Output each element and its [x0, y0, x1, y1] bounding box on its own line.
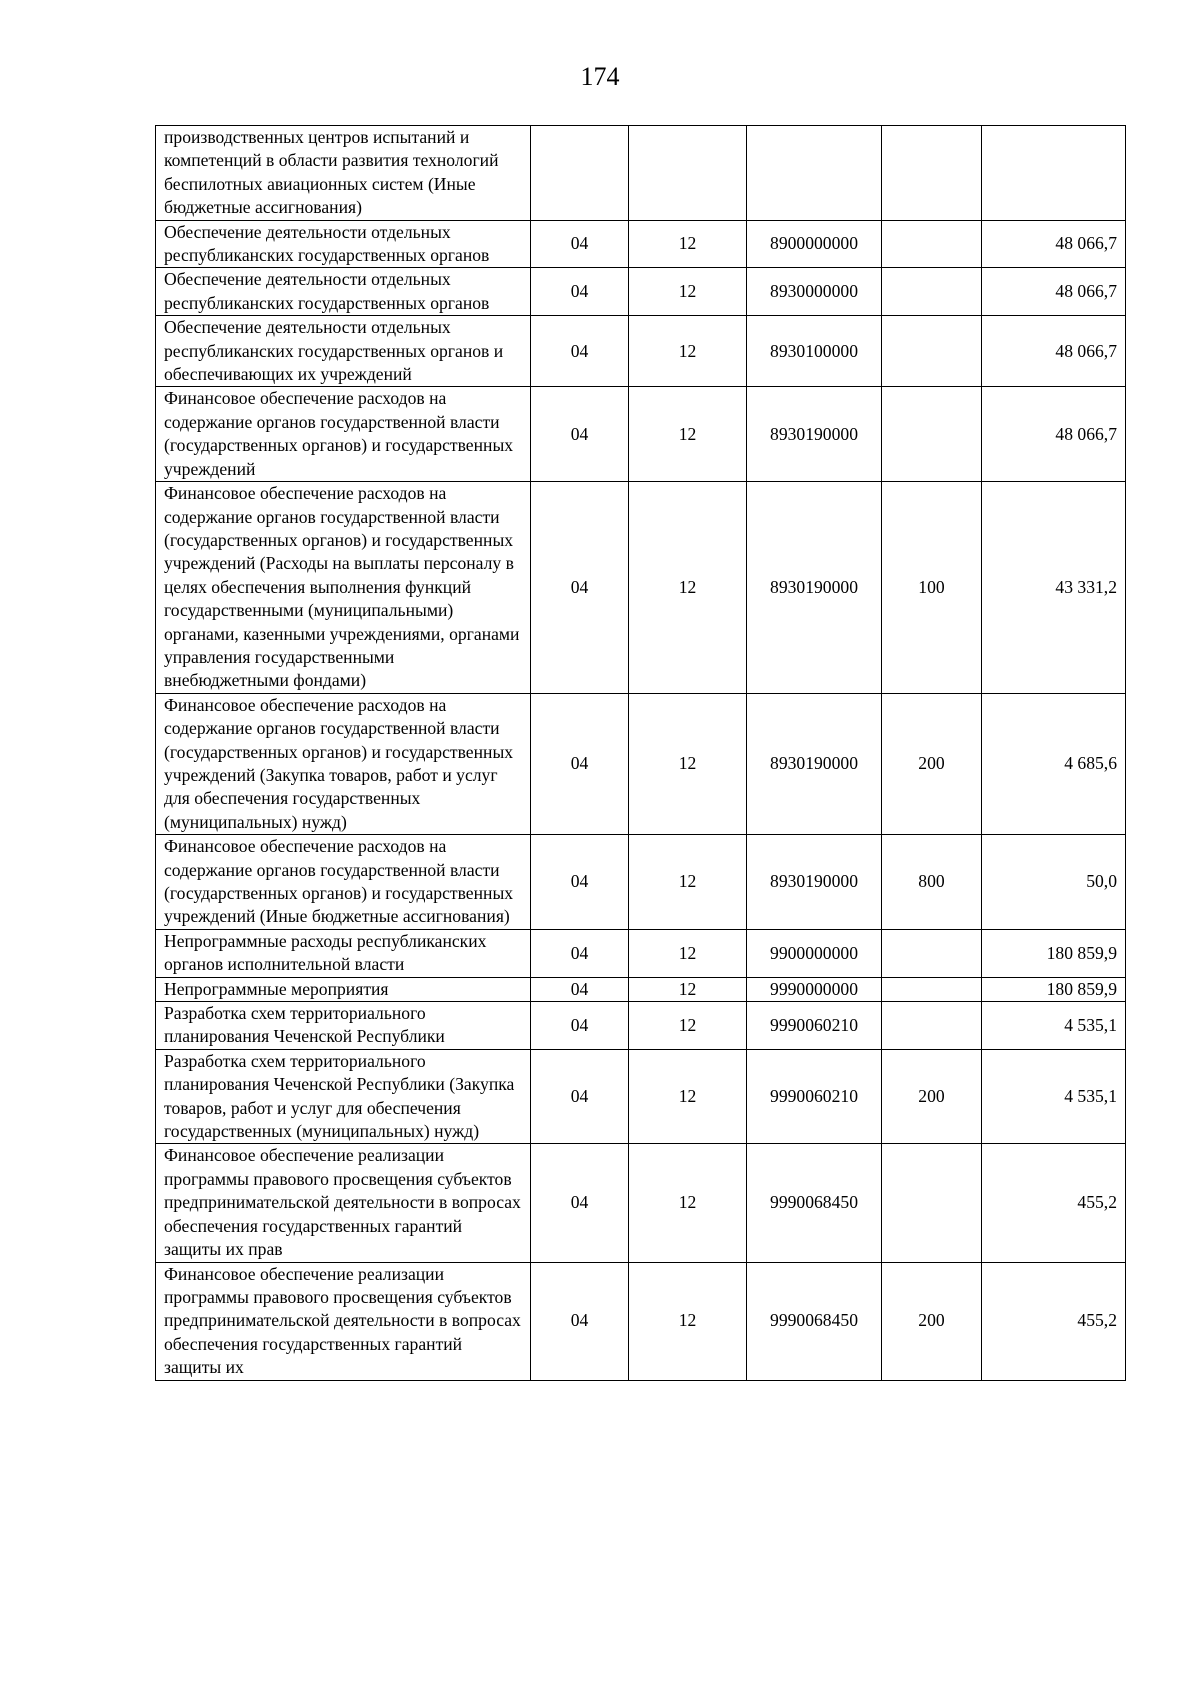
expense-type-code-cell: 200	[882, 1049, 982, 1144]
expense-name-cell: Финансовое обеспечение реализации программы правового просвещения субъектов предпринимательской деятельности в вопросах обеспечения государственных гарантий защиты их прав	[156, 1144, 531, 1262]
target-article-code-cell: 8930190000	[747, 835, 882, 930]
amount-cell: 48 066,7	[982, 268, 1126, 316]
expense-name-cell: Разработка схем территориального планирования Чеченской Республики	[156, 1002, 531, 1050]
section-code-cell: 04	[531, 387, 629, 482]
table-row	[156, 482, 1126, 694]
table-row	[156, 977, 1126, 1001]
amount-cell	[982, 126, 1126, 221]
expense-type-code-cell	[882, 1002, 982, 1050]
expense-type-code-cell	[882, 387, 982, 482]
subsection-code-cell: 12	[629, 1262, 747, 1380]
expense-type-code-cell: 800	[882, 835, 982, 930]
subsection-code-cell: 12	[629, 268, 747, 316]
target-article-code-cell: 8930190000	[747, 693, 882, 834]
page-number: 174	[580, 62, 620, 91]
expense-name-cell: Обеспечение деятельности отдельных республиканских государственных органов	[156, 268, 531, 316]
table-row	[156, 126, 1126, 221]
expense-name-cell: Обеспечение деятельности отдельных республиканских государственных органов и обеспечивающих их учреждений	[156, 316, 531, 387]
section-code-cell: 04	[531, 482, 629, 694]
expense-type-code-cell: 100	[882, 482, 982, 694]
expense-type-code-cell: 200	[882, 693, 982, 834]
expense-name-cell: Финансовое обеспечение реализации программы правового просвещения субъектов предпринимательской деятельности в вопросах обеспечения государственных гарантий защиты их	[156, 1262, 531, 1380]
table-row	[156, 387, 1126, 482]
subsection-code-cell: 12	[629, 929, 747, 977]
target-article-code-cell: 9990060210	[747, 1049, 882, 1144]
subsection-code-cell: 12	[629, 220, 747, 268]
amount-cell: 180 859,9	[982, 929, 1126, 977]
subsection-code-cell	[629, 126, 747, 221]
table-row	[156, 1049, 1126, 1144]
target-article-code-cell: 8930000000	[747, 268, 882, 316]
section-code-cell: 04	[531, 977, 629, 1001]
expense-name-cell: Непрограммные расходы республиканских органов исполнительной власти	[156, 929, 531, 977]
subsection-code-cell: 12	[629, 1002, 747, 1050]
target-article-code-cell: 9990068450	[747, 1262, 882, 1380]
amount-cell: 4 535,1	[982, 1002, 1126, 1050]
target-article-code-cell: 8930100000	[747, 316, 882, 387]
expense-type-code-cell	[882, 929, 982, 977]
section-code-cell: 04	[531, 268, 629, 316]
subsection-code-cell: 12	[629, 977, 747, 1001]
table-row	[156, 268, 1126, 316]
expense-type-code-cell	[882, 126, 982, 221]
section-code-cell: 04	[531, 316, 629, 387]
section-code-cell: 04	[531, 693, 629, 834]
table-row	[156, 1144, 1126, 1262]
table-row	[156, 220, 1126, 268]
table-row	[156, 1262, 1126, 1380]
amount-cell: 50,0	[982, 835, 1126, 930]
amount-cell: 180 859,9	[982, 977, 1126, 1001]
subsection-code-cell: 12	[629, 1144, 747, 1262]
section-code-cell: 04	[531, 1002, 629, 1050]
target-article-code-cell: 8930190000	[747, 387, 882, 482]
subsection-code-cell: 12	[629, 1049, 747, 1144]
section-code-cell: 04	[531, 220, 629, 268]
subsection-code-cell: 12	[629, 316, 747, 387]
subsection-code-cell: 12	[629, 482, 747, 694]
budget-table	[155, 125, 1126, 1381]
target-article-code-cell: 8930190000	[747, 482, 882, 694]
expense-name-cell: Разработка схем территориального планирования Чеченской Республики (Закупка товаров, работ и услуг для обеспечения государственных (муниципальных) нужд)	[156, 1049, 531, 1144]
amount-cell: 48 066,7	[982, 316, 1126, 387]
amount-cell: 48 066,7	[982, 387, 1126, 482]
table-row	[156, 1002, 1126, 1050]
expense-type-code-cell: 200	[882, 1262, 982, 1380]
subsection-code-cell: 12	[629, 693, 747, 834]
expense-type-code-cell	[882, 268, 982, 316]
expense-type-code-cell	[882, 220, 982, 268]
amount-cell: 455,2	[982, 1144, 1126, 1262]
amount-cell: 48 066,7	[982, 220, 1126, 268]
expense-type-code-cell	[882, 977, 982, 1001]
section-code-cell: 04	[531, 1049, 629, 1144]
table-row	[156, 835, 1126, 930]
table-row	[156, 693, 1126, 834]
amount-cell: 43 331,2	[982, 482, 1126, 694]
target-article-code-cell: 9990068450	[747, 1144, 882, 1262]
section-code-cell	[531, 126, 629, 221]
amount-cell: 4 535,1	[982, 1049, 1126, 1144]
subsection-code-cell: 12	[629, 387, 747, 482]
target-article-code-cell: 9900000000	[747, 929, 882, 977]
target-article-code-cell: 8900000000	[747, 220, 882, 268]
expense-name-cell: Финансовое обеспечение расходов на содержание органов государственной власти (государственных органов) и государственных учреждений (Закупка товаров, работ и услуг для обеспечения государственных (муниципальных) нужд)	[156, 693, 531, 834]
section-code-cell: 04	[531, 929, 629, 977]
table-row	[156, 316, 1126, 387]
amount-cell: 4 685,6	[982, 693, 1126, 834]
expense-name-cell: Обеспечение деятельности отдельных республиканских государственных органов	[156, 220, 531, 268]
subsection-code-cell: 12	[629, 835, 747, 930]
expense-name-cell: производственных центров испытаний и компетенций в области развития технологий беспилотных авиационных систем (Иные бюджетные ассигнования)	[156, 126, 531, 221]
target-article-code-cell: 9990060210	[747, 1002, 882, 1050]
target-article-code-cell	[747, 126, 882, 221]
section-code-cell: 04	[531, 835, 629, 930]
expense-name-cell: Финансовое обеспечение расходов на содержание органов государственной власти (государственных органов) и государственных учреждений (Иные бюджетные ассигнования)	[156, 835, 531, 930]
amount-cell: 455,2	[982, 1262, 1126, 1380]
expense-name-cell: Финансовое обеспечение расходов на содержание органов государственной власти (государственных органов) и государственных учреждений	[156, 387, 531, 482]
table-row	[156, 929, 1126, 977]
expense-type-code-cell	[882, 316, 982, 387]
section-code-cell: 04	[531, 1262, 629, 1380]
target-article-code-cell: 9990000000	[747, 977, 882, 1001]
expense-name-cell: Финансовое обеспечение расходов на содержание органов государственной власти (государственных органов) и государственных учреждений (Расходы на выплаты персоналу в целях обеспечения выполнения функций государственными (муниципальными) органами, казенными учреждениями, органами управления государственными внебюджетными фондами)	[156, 482, 531, 694]
expense-name-cell: Непрограммные мероприятия	[156, 977, 531, 1001]
expense-type-code-cell	[882, 1144, 982, 1262]
section-code-cell: 04	[531, 1144, 629, 1262]
